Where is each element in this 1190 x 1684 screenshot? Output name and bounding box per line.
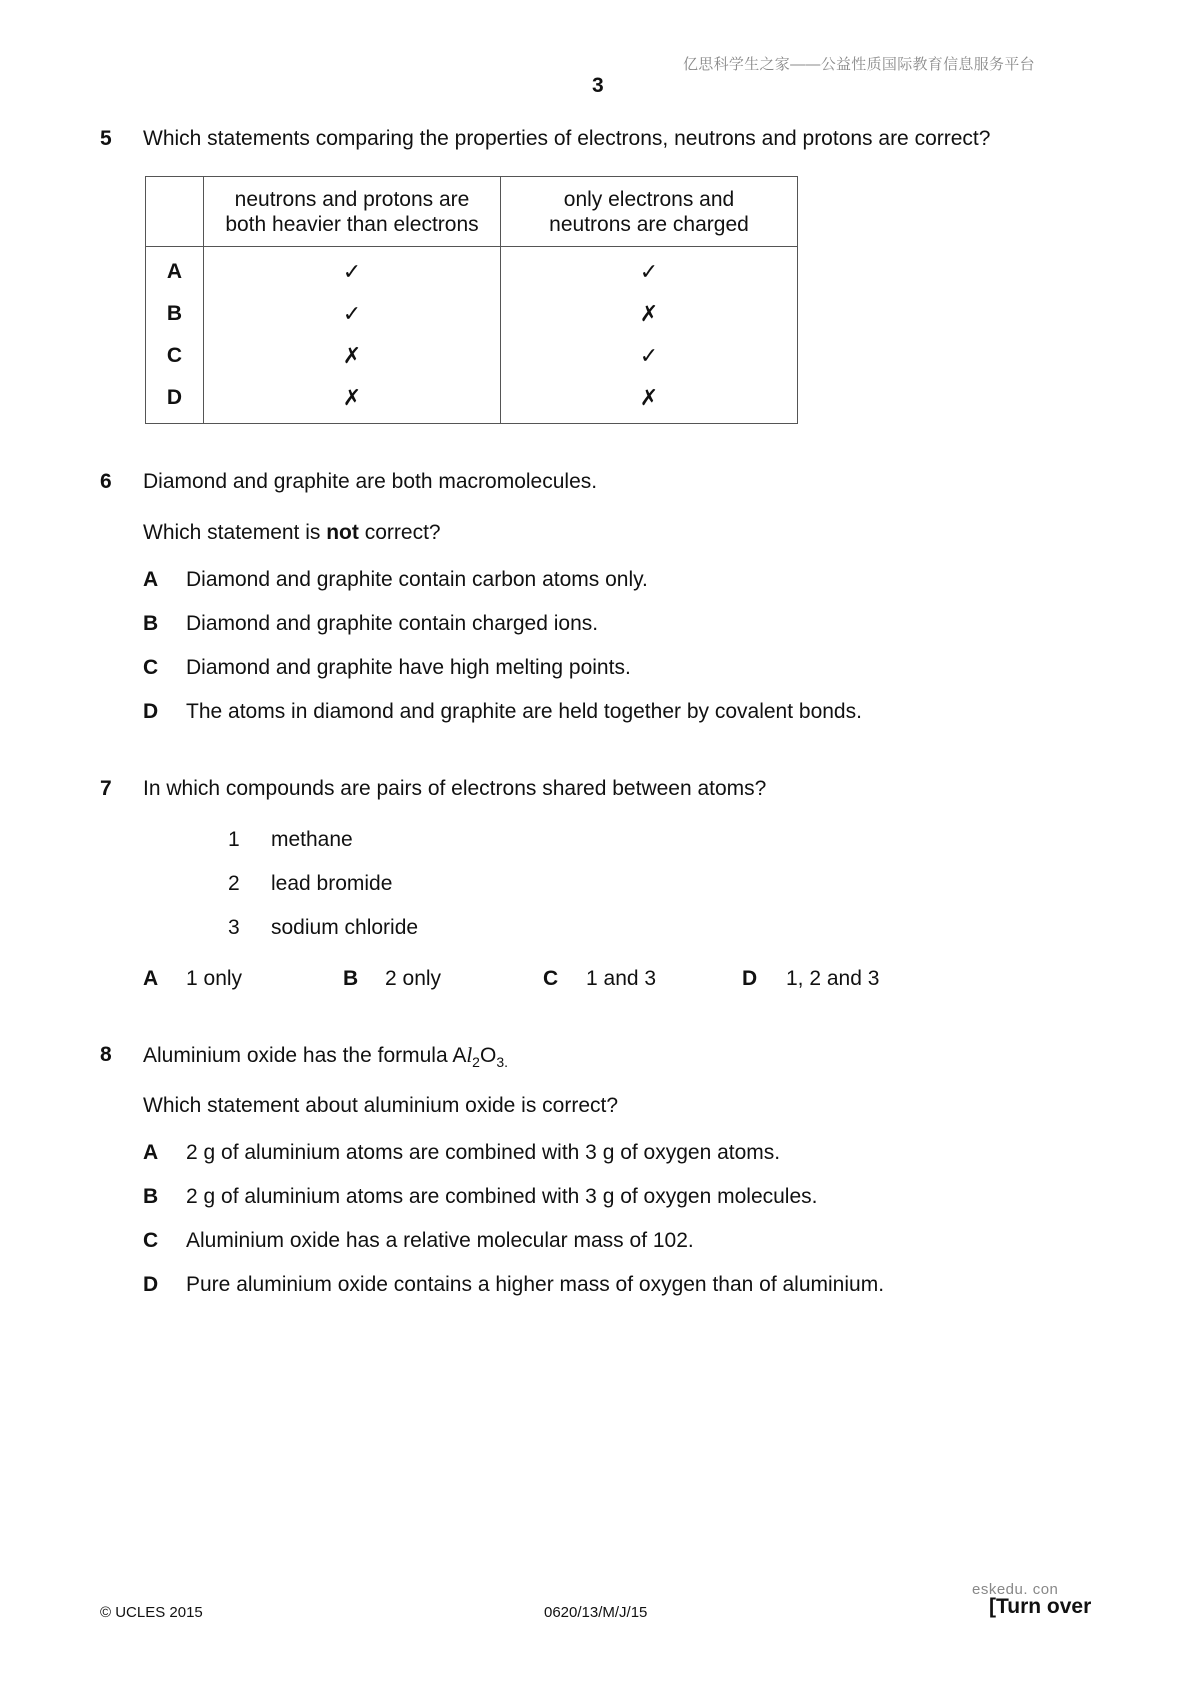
question-8-number: 8 xyxy=(100,1043,112,1066)
option-letter: A xyxy=(143,967,159,990)
item-text: sodium chloride xyxy=(271,916,419,939)
item-text: lead bromide xyxy=(271,872,393,895)
row-label: A xyxy=(146,247,204,294)
header-line: neutrons and protons are xyxy=(234,187,470,211)
footer-watermark: eskedu. con xyxy=(972,1581,1059,1598)
option-text: 2 g of aluminium atoms are combined with 3 g of oxygen atoms. xyxy=(186,1141,781,1164)
table-row xyxy=(146,247,798,294)
option-letter: D xyxy=(742,967,758,990)
item-number: 2 xyxy=(228,872,240,895)
option-letter: C xyxy=(143,656,159,679)
row-label: C xyxy=(146,335,204,377)
row-mark-charged xyxy=(501,377,798,424)
row-label: B xyxy=(146,293,204,335)
question-5-table xyxy=(145,176,798,424)
tick-mark: ✓ xyxy=(342,260,362,285)
row-mark-heavier xyxy=(204,247,501,294)
question-7-number: 7 xyxy=(100,777,112,800)
option-letter: A xyxy=(143,1141,159,1164)
option-text: Aluminium oxide has a relative molecular mass of 102. xyxy=(186,1229,694,1252)
option-text: Diamond and graphite contain charged ions. xyxy=(186,612,599,635)
tick-mark: ✓ xyxy=(639,344,659,369)
formula-lead-text: Aluminium oxide has the formula A xyxy=(143,1044,467,1067)
cross-mark: ✗ xyxy=(342,386,362,411)
option-text: 1 and 3 xyxy=(586,967,657,990)
option-text: Diamond and graphite have high melting points. xyxy=(186,656,631,679)
option-letter: A xyxy=(143,568,159,591)
prompt-emphasis: not xyxy=(326,521,359,544)
table-corner-cell xyxy=(146,177,204,247)
question-6-text: Diamond and graphite are both macromolecules. xyxy=(143,470,598,493)
item-number: 3 xyxy=(228,916,240,939)
option-letter: C xyxy=(543,967,559,990)
row-label: D xyxy=(146,377,204,424)
row-mark-charged xyxy=(501,293,798,335)
question-6-number: 6 xyxy=(100,470,112,493)
option-text: 1 only xyxy=(186,967,243,990)
option-text: The atoms in diamond and graphite are held together by covalent bonds. xyxy=(186,700,862,723)
formula-l: l xyxy=(466,1043,473,1067)
question-6-prompt xyxy=(143,521,441,545)
cross-mark: ✗ xyxy=(639,302,659,327)
tick-mark: ✓ xyxy=(342,302,362,327)
header-line: neutrons are charged xyxy=(549,212,749,236)
cross-mark: ✗ xyxy=(639,386,659,411)
option-letter: D xyxy=(143,700,159,723)
formula-o: O xyxy=(479,1044,497,1067)
table-row xyxy=(146,377,798,424)
option-letter: B xyxy=(343,967,359,990)
row-mark-charged xyxy=(501,247,798,294)
option-text: Diamond and graphite contain carbon atoms only. xyxy=(186,568,648,591)
footer-copyright: © UCLES 2015 xyxy=(100,1604,203,1621)
header-watermark: 亿思科学生之家——公益性质国际教育信息服务平台 xyxy=(683,56,1035,73)
option-text: 2 g of aluminium atoms are combined with 3 g of oxygen molecules. xyxy=(186,1185,818,1208)
option-letter: B xyxy=(143,612,159,635)
question-7-text: In which compounds are pairs of electrons shared between atoms? xyxy=(143,777,767,800)
table-row xyxy=(146,293,798,335)
cross-mark: ✗ xyxy=(342,344,362,369)
question-5-number: 5 xyxy=(100,127,112,150)
option-text: 1, 2 and 3 xyxy=(786,967,880,990)
option-letter: D xyxy=(143,1273,159,1296)
option-letter: B xyxy=(143,1185,159,1208)
prompt-text: correct? xyxy=(358,521,441,544)
row-mark-charged xyxy=(501,335,798,377)
option-text: Pure aluminium oxide contains a higher mass of oxygen than of aluminium. xyxy=(186,1273,885,1296)
table-header-charged xyxy=(501,177,798,247)
option-text: 2 only xyxy=(385,967,442,990)
table-header-heavier xyxy=(204,177,501,247)
row-mark-heavier xyxy=(204,377,501,424)
table-header-row xyxy=(146,177,798,247)
formula-subscript: 3. xyxy=(496,1054,508,1070)
item-number: 1 xyxy=(228,828,240,851)
option-letter: C xyxy=(143,1229,159,1252)
row-mark-heavier xyxy=(204,335,501,377)
tick-mark: ✓ xyxy=(639,260,659,285)
question-8-text xyxy=(143,1043,508,1068)
prompt-text: Which statement is xyxy=(143,521,327,544)
header-line: only electrons and xyxy=(563,187,735,211)
header-line: both heavier than electrons xyxy=(225,212,479,236)
question-5-text: Which statements comparing the properties of electrons, neutrons and protons are correct? xyxy=(143,127,991,150)
turn-over-label: [Turn over xyxy=(989,1595,1092,1618)
formula-subscript: 2 xyxy=(472,1054,480,1070)
row-mark-heavier xyxy=(204,293,501,335)
page-number: 3 xyxy=(592,74,604,97)
question-8-prompt: Which statement about aluminium oxide is correct? xyxy=(143,1094,619,1117)
footer-paper-code: 0620/13/M/J/15 xyxy=(544,1604,648,1621)
table-row xyxy=(146,335,798,377)
item-text: methane xyxy=(271,828,353,851)
